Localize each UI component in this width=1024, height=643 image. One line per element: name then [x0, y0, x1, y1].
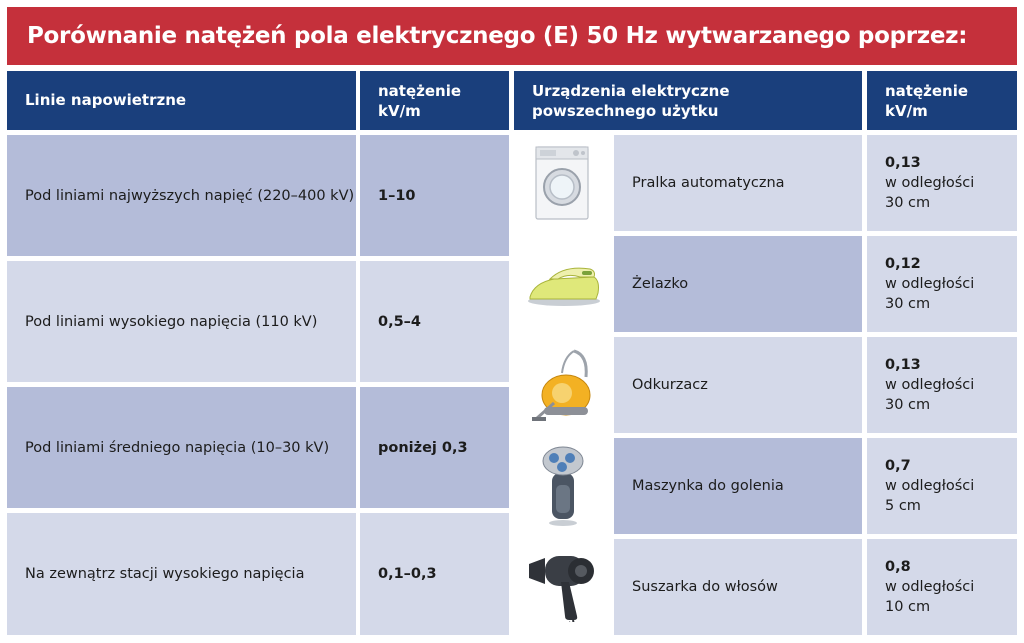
row-label-text: Odkurzacz [632, 377, 708, 393]
electric-shaver-icon [514, 438, 610, 534]
header-right-intensity-line2: kV/m [885, 101, 928, 120]
row-label-text: Pralka automatyczna [632, 175, 785, 191]
table-row-label [614, 236, 862, 332]
header-overhead-lines [7, 71, 356, 130]
table-row-value [867, 438, 1017, 534]
row-label-text: Suszarka do włosów [632, 579, 778, 595]
table-row-value [360, 513, 509, 635]
header-left-intensity-line2: kV/m [378, 101, 421, 120]
header-appliances [514, 71, 862, 130]
header-right-intensity [867, 71, 1017, 130]
table-row-label [614, 135, 862, 231]
header-appliances-line1: Urządzenia elektryczne [532, 81, 730, 100]
value-distance: 5 cm [885, 498, 921, 514]
value-distance-label: w odległości [885, 579, 975, 595]
row-label-text: Pod liniami najwyższych napięć (220–400 kV) [25, 187, 355, 204]
table-row-label [614, 337, 862, 433]
table-row-value [360, 135, 509, 256]
value-distance: 30 cm [885, 195, 931, 211]
value-distance-label: w odległości [885, 377, 975, 393]
row-label-text: Żelazko [632, 276, 689, 292]
value-distance-label: w odległości [885, 276, 975, 292]
header-left-intensity [360, 71, 509, 130]
table-row-value [360, 387, 509, 508]
table-row-label [7, 513, 356, 635]
table-row-value [867, 337, 1017, 433]
table-row-value [867, 539, 1017, 635]
row-value-text: poniżej 0,3 [378, 439, 468, 456]
value-number: 0,12 [885, 256, 921, 272]
header-left-intensity-line1: natężenie [378, 81, 462, 100]
page-title: Porównanie natężeń pola elektrycznego (E) 50 Hz wytwarzanego poprzez: [7, 7, 1017, 65]
header-right-intensity-line1: natężenie [885, 81, 969, 100]
row-label-text: Maszynka do golenia [632, 478, 784, 494]
iron-icon [514, 236, 610, 332]
table-row-label [614, 539, 862, 635]
value-distance-label: w odległości [885, 175, 975, 191]
row-label-text: Pod liniami wysokiego napięcia (110 kV) [25, 313, 318, 330]
washing-machine-icon [514, 135, 610, 231]
header-appliances-line2: powszechnego użytku [532, 101, 719, 120]
value-distance: 30 cm [885, 296, 931, 312]
header-overhead-lines-label: Linie napowietrzne [25, 91, 187, 109]
row-value-text: 0,1–0,3 [378, 566, 437, 582]
row-label-text: Pod liniami średniego napięcia (10–30 kV) [25, 439, 330, 456]
table-row-label [614, 438, 862, 534]
value-distance: 10 cm [885, 599, 931, 615]
table-row-label [7, 387, 356, 508]
hair-dryer-icon [514, 539, 610, 635]
table-row-label [7, 261, 356, 382]
row-value-text: 1–10 [378, 187, 416, 204]
value-number: 0,7 [885, 458, 911, 474]
value-distance: 30 cm [885, 397, 931, 413]
table-row-value [867, 135, 1017, 231]
value-distance-label: w odległości [885, 478, 975, 494]
row-label-text: Na zewnątrz stacji wysokiego napięcia [25, 566, 305, 582]
vacuum-cleaner-icon [514, 337, 610, 433]
table-row-value [360, 261, 509, 382]
value-number: 0,13 [885, 357, 921, 373]
value-number: 0,13 [885, 155, 921, 171]
value-number: 0,8 [885, 559, 911, 575]
row-value-text: 0,5–4 [378, 313, 422, 330]
table-row-value [867, 236, 1017, 332]
table-row-label [7, 135, 356, 256]
